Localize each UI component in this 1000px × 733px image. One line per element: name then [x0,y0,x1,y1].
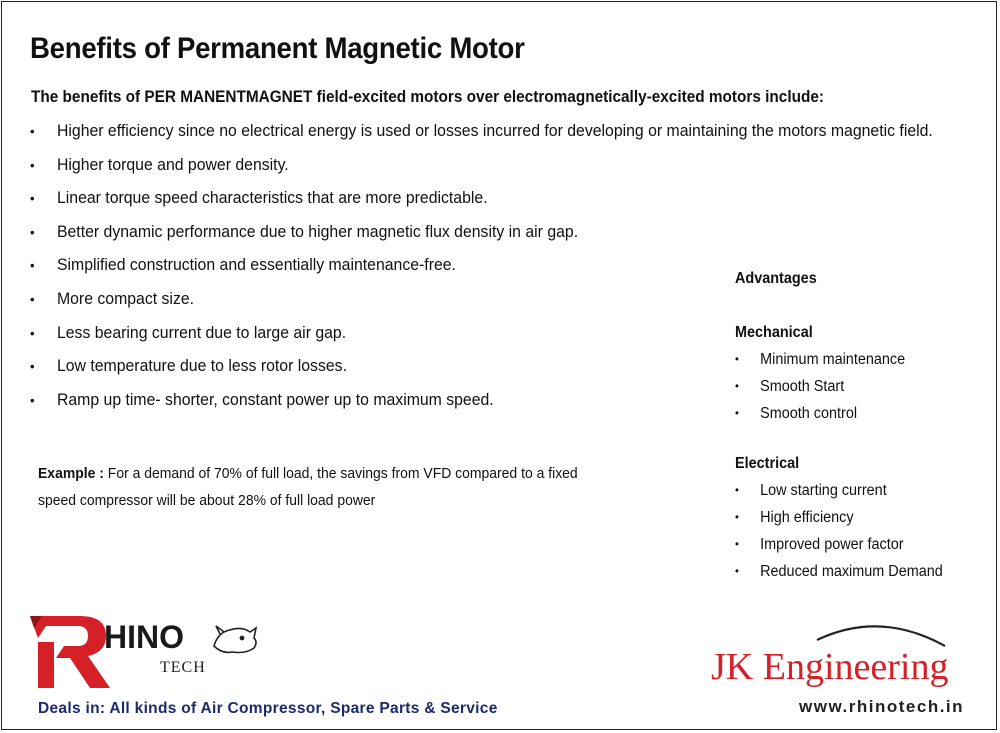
rhino-tech-logo [28,612,258,692]
list-item: • Minimum maintenance [735,346,968,373]
spacer [735,292,968,320]
logo-r-shape [30,616,110,688]
logo-arc [817,626,945,646]
page-title: Benefits of Permanent Magnetic Motor [30,32,525,65]
list-item: • Ramp up time- shorter, constant power up to maximum speed. [30,387,933,421]
example-label: Example : [38,465,104,482]
list-item: • Higher torque and power density. [30,152,933,186]
list-item: • Smooth Start [735,373,968,400]
list-item: • Better dynamic performance due to higher magnetic flux density in air gap. [30,219,933,253]
list-item: • Low temperature due to less rotor losses. [30,353,933,387]
jk-logo-text: JK Engineering [711,646,949,688]
electrical-list [735,477,968,585]
advantages-panel [735,266,968,585]
list-item: • Less bearing current due to large air gap. [30,320,933,354]
list-item: • High efficiency [735,504,968,531]
list-item: • Linear torque speed characteristics that are more predictable. [30,185,933,219]
logo-sub-text: TECH [160,659,206,676]
list-item: • More compact size. [30,286,933,320]
list-item: • Simplified construction and essentially maintenance-free. [30,252,933,286]
advantages-heading: Advantages [735,270,817,287]
spacer [735,427,968,451]
logo-brand-text: HINO [104,619,184,655]
jk-engineering-logo [705,618,980,693]
rhino-icon [214,626,256,653]
mechanical-heading: Mechanical [735,324,813,341]
list-item: • Low starting current [735,477,968,504]
electrical-heading: Electrical [735,455,800,472]
mechanical-list [735,346,968,427]
list-item: • Reduced maximum Demand [735,558,968,585]
intro-text: The benefits of PER MANENTMAGNET field-excited motors over electromagnetically-excited motors include: [31,88,824,106]
example-text: For a demand of 70% of full load, the savings from VFD compared to a fixed speed compressor will be about 28% of full load power [38,465,578,508]
list-item: • Higher efficiency since no electrical energy is used or losses incurred for developing or maintaining the motors magnetic field. [30,118,933,152]
list-item: • Improved power factor [735,531,968,558]
website-text: www.rhinotech.in [799,697,965,716]
tagline: Deals in: All kinds of Air Compressor, Spare Parts & Service [38,700,498,717]
list-item: • Smooth control [735,400,968,427]
example-paragraph [38,460,596,508]
